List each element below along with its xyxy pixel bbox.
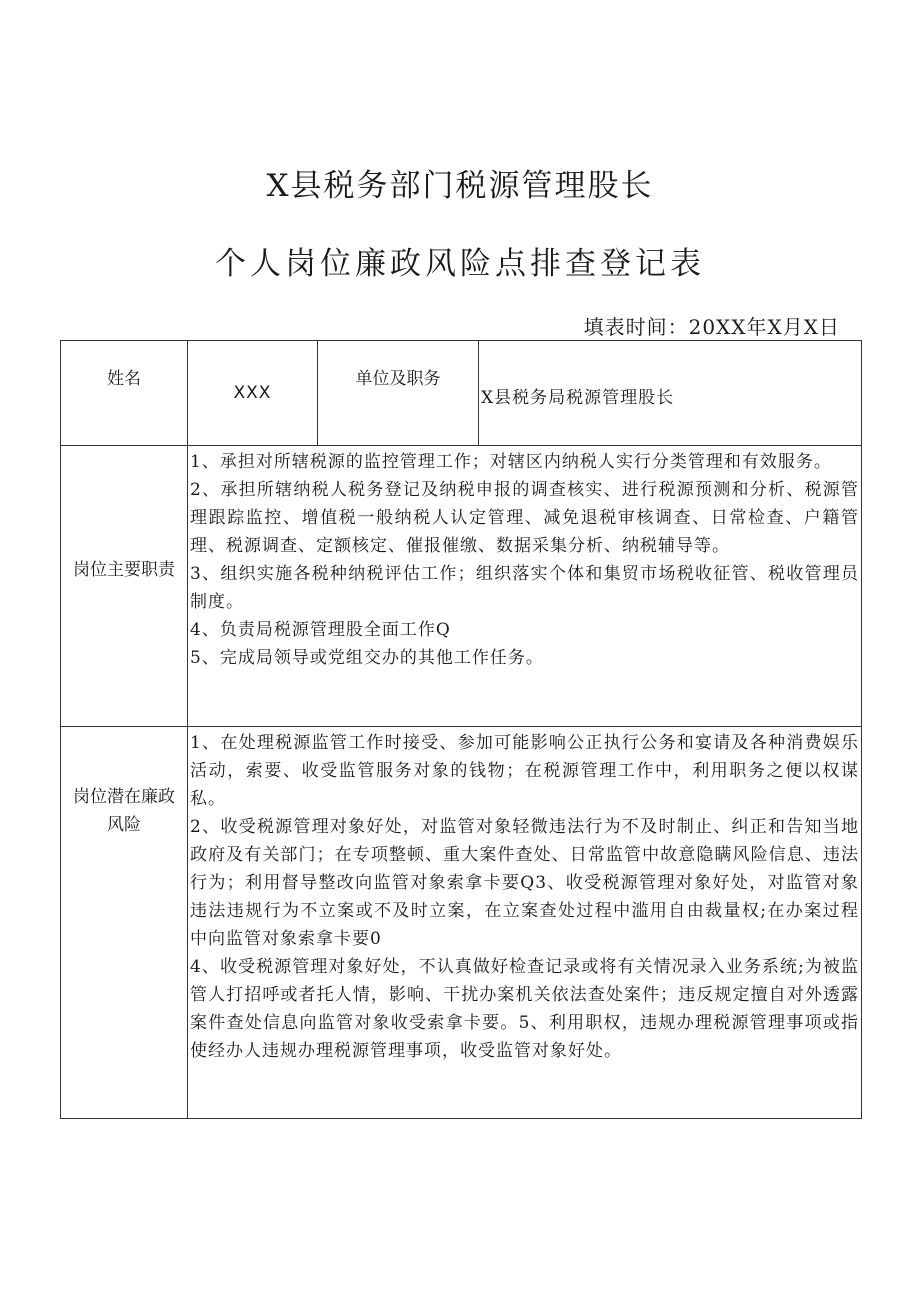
name-label: 姓名 — [61, 341, 188, 446]
document-title-line1: X县税务部门税源管理股长 — [266, 168, 654, 204]
risk-item: 4、收受税源管理对象好处，不认真做好检查记录或将有关情况录入业务系统;为被监管人打招呼或者托人情，影响、干扰办案机关依法查处案件；违反规定擅自对外透露案件查处信息向监管对象收受索拿卡要。5、利用职权，违规办理税源管理事项或指使经办人违规办理税源管理事项，收受监管对象好处。 — [190, 957, 859, 1061]
duty-item: 2、承担所辖纳税人税务登记及纳税申报的调查核实、进行税源预测和分析、税源管理跟踪监控、增值税一般纳税人认定管理、减免退税审核调查、日常检查、户籍管理、税源调查、定额核定、催报催缴、数据采集分析、纳税辅导等。 — [190, 480, 859, 556]
risk-label: 岗位潜在廉政风险 — [61, 727, 188, 1119]
duty-item: 4、负责局税源管理股全面工作Q — [190, 620, 451, 640]
risk-item: 2、收受税源管理对象好处，对监管对象轻微违法行为不及时制止、纠正和告知当地政府及有关部门；在专项整顿、重大案件查处、日常监管中故意隐瞒风险信息、违法行为；利用督导整改向监管对象索拿卡要Q3、收受税源管理对象好处，对监管对象违法违规行为不立案或不及时立案，在立案查处过程中滥用自由裁量权;在办案过程中向监管对象索拿卡要0 — [190, 817, 859, 949]
duty-item: 5、完成局领导或党组交办的其他工作任务。 — [190, 648, 544, 668]
risk-content — [188, 727, 862, 1119]
document-title-line2: 个人岗位廉政风险点排查登记表 — [215, 246, 705, 282]
risk-item: 1、在处理税源监管工作时接受、参加可能影响公正执行公务和宴请及各种消费娱乐活动，索要、收受监管服务对象的钱物；在税源管理工作中，利用职务之便以权谋私。 — [190, 733, 859, 809]
unit-position-label: 单位及职务 — [318, 341, 479, 446]
fill-date: 填表时间：20XX年X月X日 — [583, 315, 840, 339]
duty-row — [61, 446, 862, 727]
duty-label: 岗位主要职责 — [61, 446, 188, 727]
risk-row — [61, 727, 862, 1119]
duty-content — [188, 446, 862, 727]
unit-position-value: X县税务局税源管理股长 — [479, 341, 862, 446]
duty-item: 1、承担对所辖税源的监控管理工作；对辖区内纳税人实行分类管理和有效服务。 — [190, 452, 832, 472]
name-value: XXX — [188, 341, 318, 446]
duty-item: 3、组织实施各税种纳税评估工作；组织落实个体和集贸市场税收征管、税收管理员制度。 — [190, 564, 859, 612]
registration-form-table — [60, 340, 862, 1119]
name-row — [61, 341, 862, 446]
